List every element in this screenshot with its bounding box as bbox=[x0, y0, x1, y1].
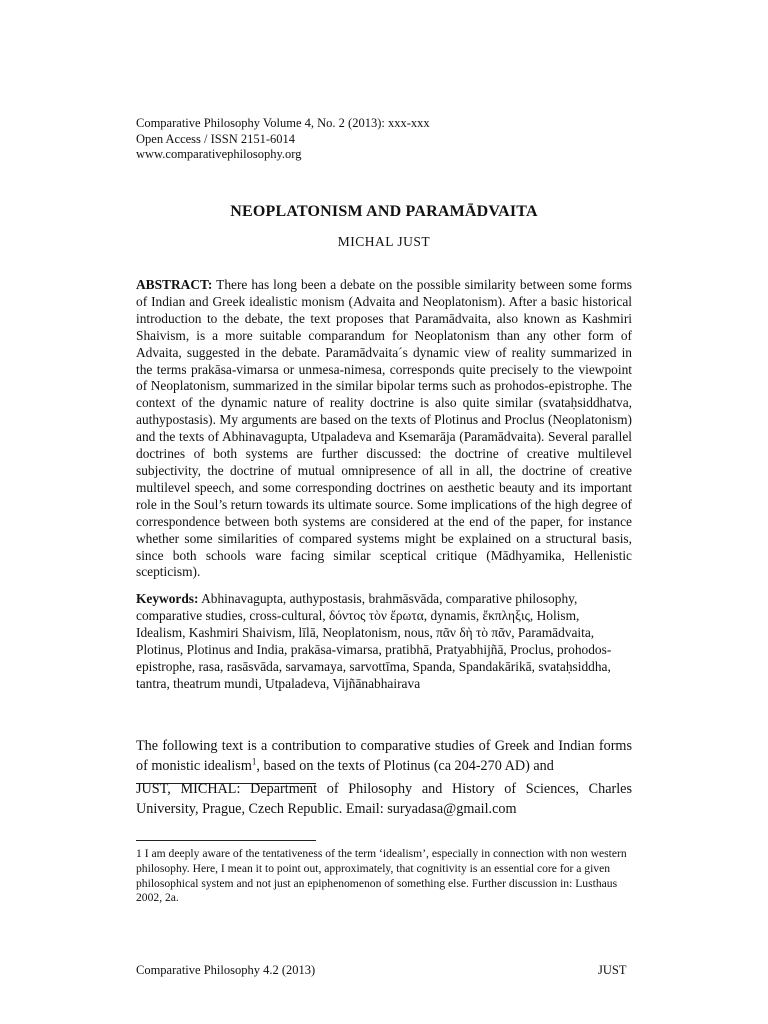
journal-header bbox=[136, 116, 632, 163]
article-title: NEOPLATONISM AND PARAMĀDVAITA bbox=[230, 203, 538, 220]
abstract-text: There has long been a debate on the possible similarity between some forms of Indian and Greek idealistic monism (Advaita and Neoplatonism). After a basic historical introduction to the debate, the text proposes that Paramādvaita, also known as Kashmiri Shaivism, is a more suitable comparandum for Neoplatonism than any other form of Advaita, suggested in the debate. Paramādvaita´s dynamic view of reality summarized in the terms prakāsa-vimarsa or unmesa-nimesa, corresponds quite precisely to the viewpoint of Neoplatonism, summarized in the similar bipolar terms such as prohodos-epistrophe. The context of the dynamic nature of reality doctrine is also quite similar (svataḥsiddhatva, authypostasis). My arguments are based on the texts of Plotinus and Proclus (Neoplatonism) and the texts of Abhinavagupta, Utpaladeva and Ksemarāja (Paramādvaita). Several parallel doctrines of both systems are further discussed: the doctrine of creative multilevel subjectivity, the doctrine of mutual omnipresence of all in all, the doctrine of creative multilevel speech, and some corresponding doctrines on aesthetic beauty and its important role in the Soul’s return towards its ultimate source. Some implications of the high degree of correspondence between both systems are considered at the end of the paper, for instance whether some similarities of compared systems might be explained on a structural basis, since both schools ware facing similar sceptical critique (Mādhyamika, Hellenistic scepticism). bbox=[136, 277, 633, 580]
footer-journal: Comparative Philosophy 4.2 (2013) bbox=[136, 963, 316, 977]
intro-text-after: , based on the texts of Plotinus (ca 204-270 AD) and bbox=[256, 758, 554, 774]
access-line: Open Access / ISSN 2151-6014 bbox=[136, 131, 296, 146]
footnote-text: 1 I am deeply aware of the tentativeness of the term ‘idealism’, especially in connection with non western philosophy. Here, I mean it to point out, approximately, that cognitivity is an essential core for a given philosophical system and not just an epiphenomenon of something else. Further discussion in: Lusthaus 2002, 2a. bbox=[136, 847, 627, 905]
article-author: MICHAL JUST bbox=[337, 234, 431, 249]
intro-text-before: The following text is a contribution to comparative studies of Greek and Indian forms of monistic idealism bbox=[136, 738, 632, 774]
keywords-section bbox=[136, 591, 632, 692]
website-link[interactable]: www.comparativephilosophy.org bbox=[136, 147, 302, 161]
abstract-label: ABSTRACT: bbox=[136, 277, 213, 292]
keywords-label: Keywords: bbox=[136, 591, 199, 606]
footer-author: JUST bbox=[598, 963, 627, 977]
footnote-divider bbox=[136, 840, 316, 841]
footnote-reference[interactable]: 1 bbox=[251, 756, 257, 767]
abstract-section bbox=[136, 277, 632, 581]
intro-paragraph bbox=[136, 736, 632, 776]
keywords-text: Abhinavagupta, authypostasis, brahmāsvāda, comparative philosophy, comparative studies, cross-cultural, δόντος τὸν ἔρωτα, dynamis, ἔκπληξις, Holism, Idealism, Kashmiri Shaivism, līlā, Neoplatonism, nous, πᾶν δὴ τὸ πᾶν, Paramādvaita, Plotinus, Plotinus and India, prakāsa-vimarsa, pratibhā, Pratyabhijñā, Proclus, prohodos-epistrophe, rasa, rasāsvāda, sarvamaya, sarvottīma, Spanda, Spandakārikā, svataḥsiddha, tantra, theatrum mundi, Utpaladeva, Vijñānabhairava bbox=[136, 591, 612, 691]
journal-line: Comparative Philosophy Volume 4, No. 2 (2013): xxx-xxx bbox=[136, 116, 430, 130]
author-affiliation: JUST, MICHAL: Department of Philosophy and History of Sciences, Charles University, Prague, Czech Republic. Email: suryadasa@gmail.com bbox=[136, 781, 632, 817]
